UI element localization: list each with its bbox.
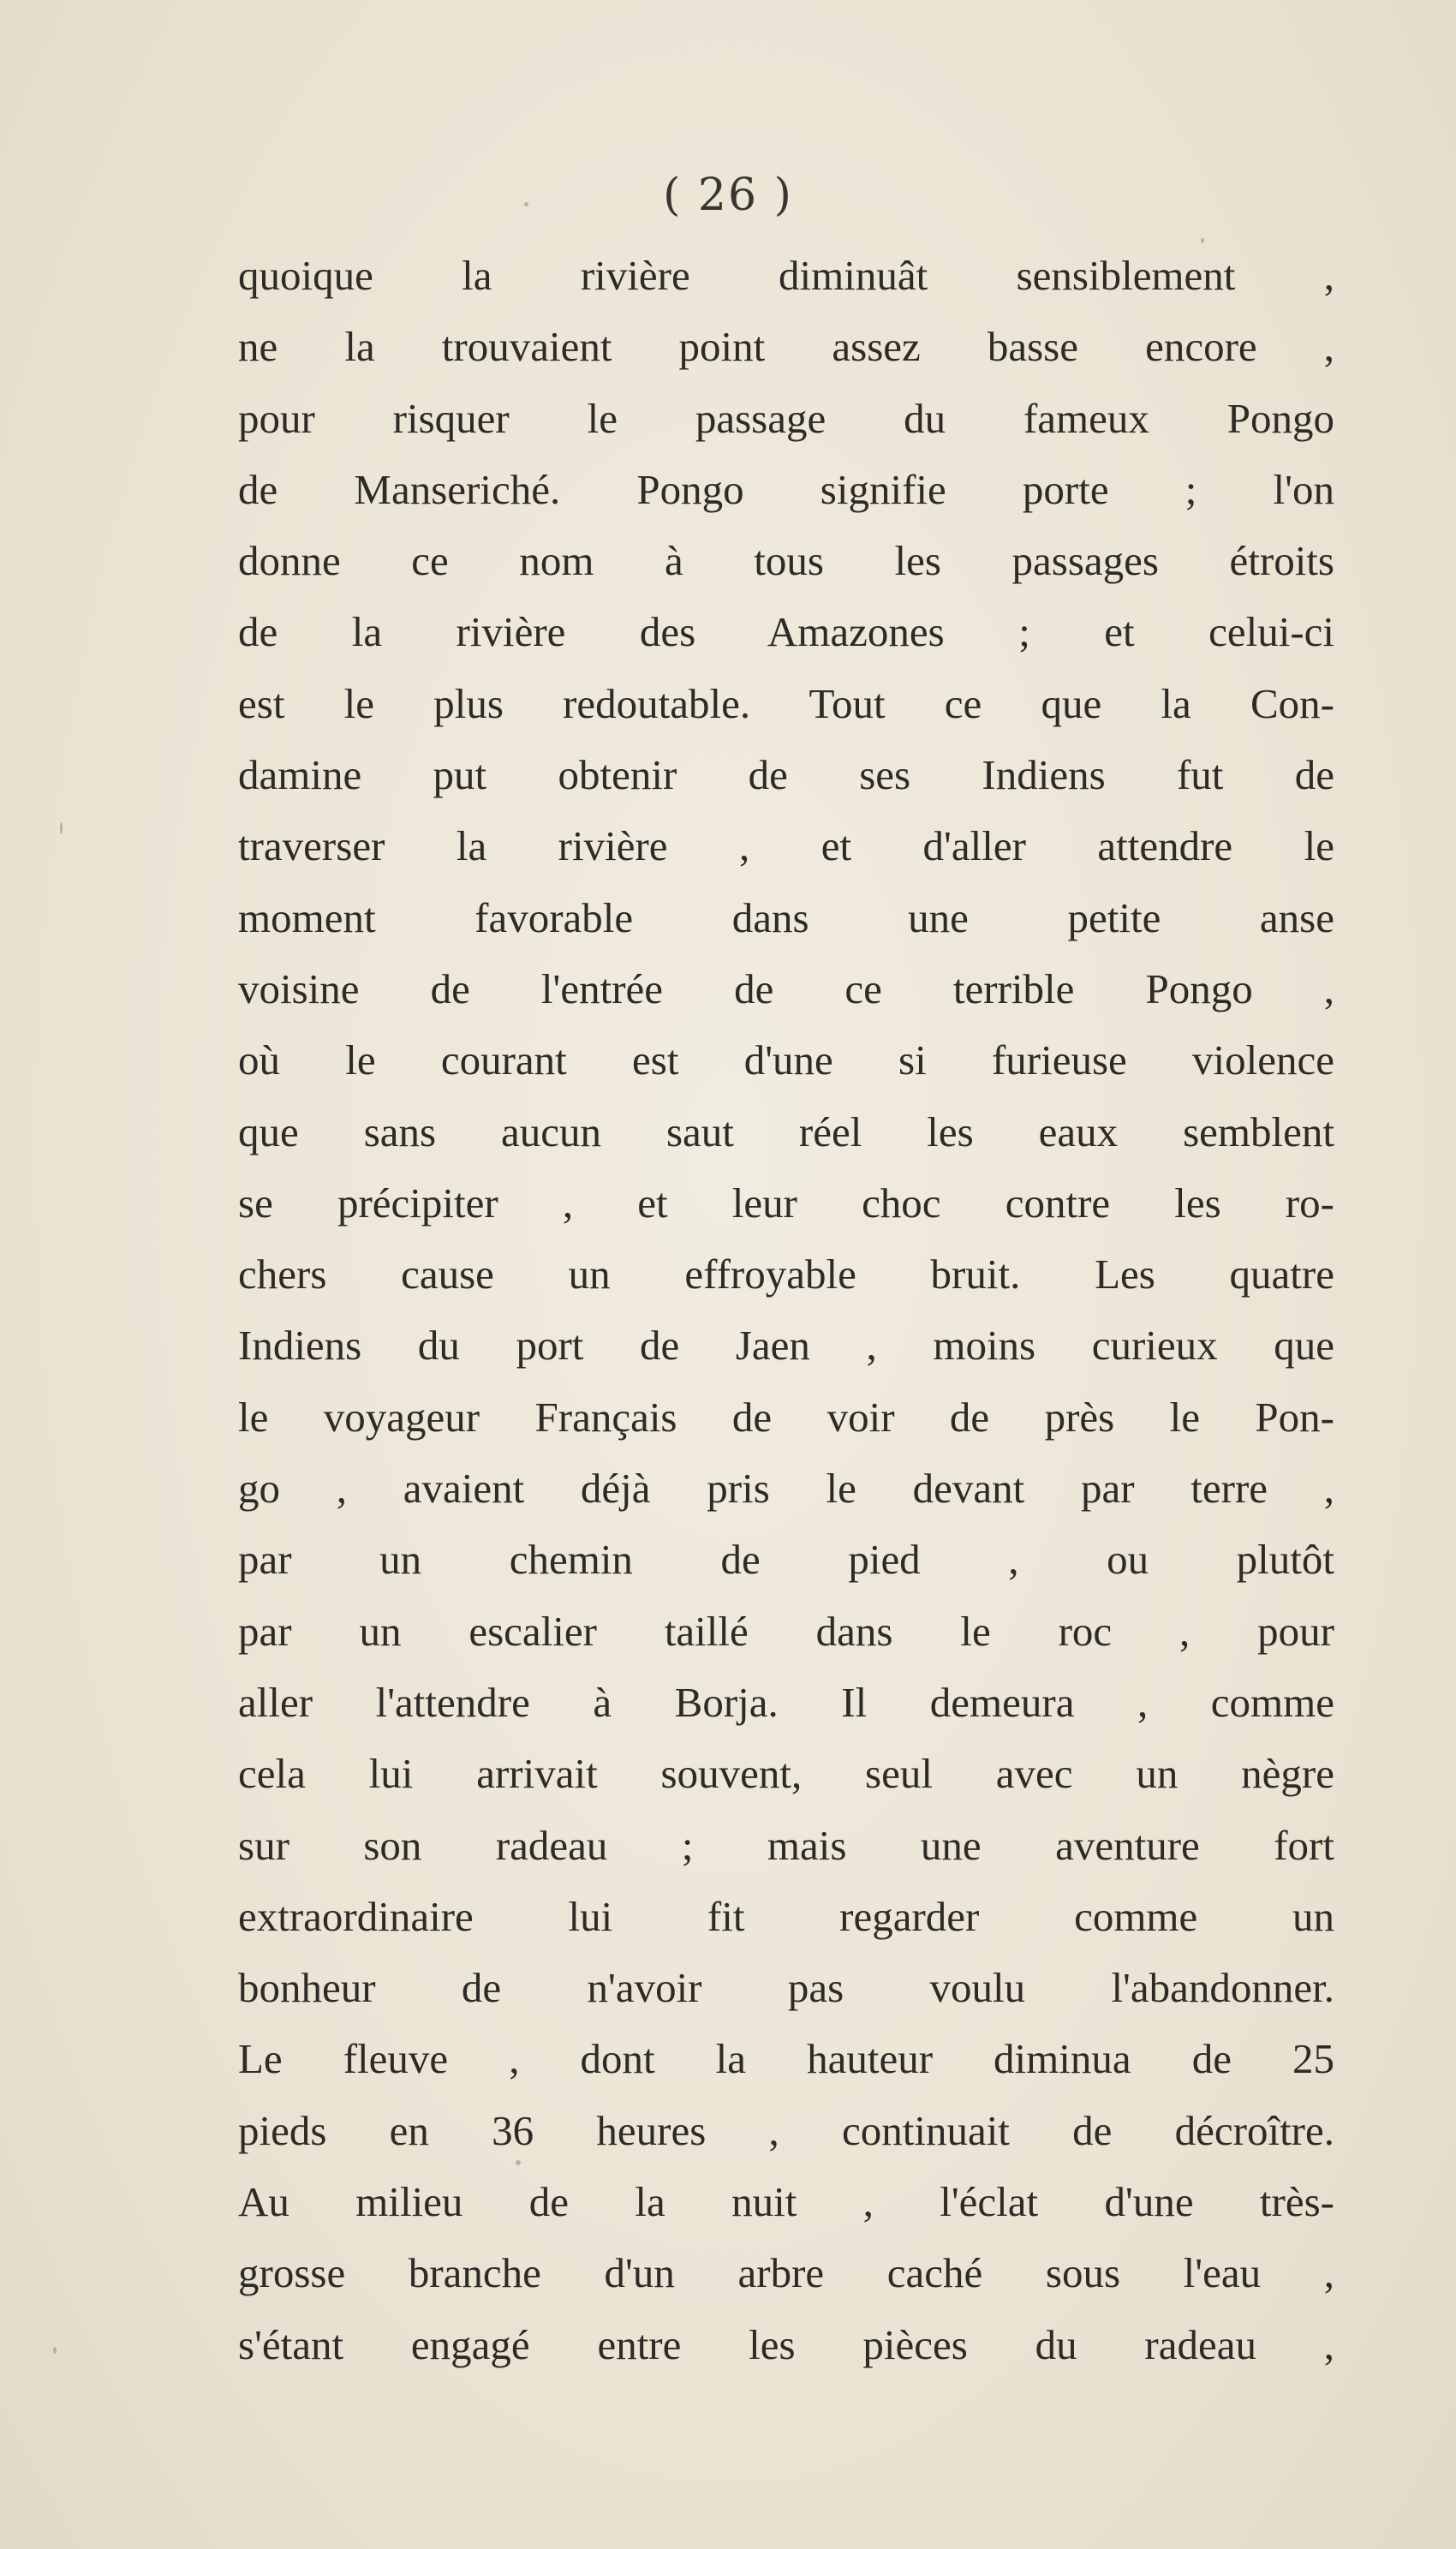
text-line: de la rivière des Amazones ; et celui-ci <box>238 608 1334 656</box>
text-line: est le plus redoutable. Tout ce que la Con- <box>238 679 1334 727</box>
text-line: s'étant engagé entre les pièces du radeau , <box>238 2320 1334 2368</box>
text-line: donne ce nom à tous les passages étroits <box>238 537 1334 585</box>
paper-speck <box>53 2347 57 2354</box>
text-line: par un escalier taillé dans le roc , pour <box>238 1607 1334 1655</box>
text-line: aller l'attendre à Borja. Il demeura , comme <box>238 1678 1334 1726</box>
text-line: Indiens du port de Jaen , moins curieux que <box>238 1322 1334 1370</box>
paper-speck <box>1201 238 1204 243</box>
text-line: bonheur de n'avoir pas voulu l'abandonner. <box>238 1964 1334 2012</box>
text-line: chers cause un effroyable bruit. Les quatre <box>238 1251 1334 1298</box>
text-line: sur son radeau ; mais une aventure fort <box>238 1821 1334 1869</box>
paper-speck <box>524 202 528 206</box>
text-line: ne la trouvaient point assez basse encore , <box>238 323 1334 371</box>
paper-speck <box>516 2160 521 2165</box>
text-line: Au milieu de la nuit , l'éclat d'une très- <box>238 2178 1334 2226</box>
text-line: grosse branche d'un arbre caché sous l'eau , <box>238 2249 1334 2297</box>
text-line: pour risquer le passage du fameux Pongo <box>238 394 1334 442</box>
text-line: damine put obtenir de ses Indiens fut de <box>238 751 1334 799</box>
text-line: par un chemin de pied , ou plutôt <box>238 1536 1334 1584</box>
text-line: pieds en 36 heures , continuait de décroître. <box>238 2106 1334 2154</box>
text-line: go , avaient déjà pris le devant par terre , <box>238 1465 1334 1513</box>
text-line: cela lui arrivait souvent, seul avec un nègre <box>238 1750 1334 1798</box>
text-line: moment favorable dans une petite anse <box>238 893 1334 941</box>
text-line: quoique la rivière diminuât sensiblement , <box>238 252 1334 299</box>
paper-speck <box>60 822 63 834</box>
text-line: Le fleuve , dont la hauteur diminua de 25 <box>238 2035 1334 2083</box>
text-line: où le courant est d'une si furieuse violence <box>238 1036 1334 1084</box>
text-line: se précipiter , et leur choc contre les ro- <box>238 1179 1334 1227</box>
text-line: de Manseriché. Pongo signifie porte ; l'on <box>238 465 1334 513</box>
text-line: le voyageur Français de voir de près le Pon- <box>238 1393 1334 1441</box>
text-line: extraordinaire lui fit regarder comme un <box>238 1892 1334 1940</box>
text-line: traverser la rivière , et d'aller attendre le <box>238 822 1334 870</box>
page-number: ( 26 ) <box>663 170 793 221</box>
text-line: que sans aucun saut réel les eaux semblent <box>238 1107 1334 1155</box>
text-line: voisine de l'entrée de ce terrible Pongo , <box>238 964 1334 1012</box>
body-text <box>238 240 1334 2380</box>
